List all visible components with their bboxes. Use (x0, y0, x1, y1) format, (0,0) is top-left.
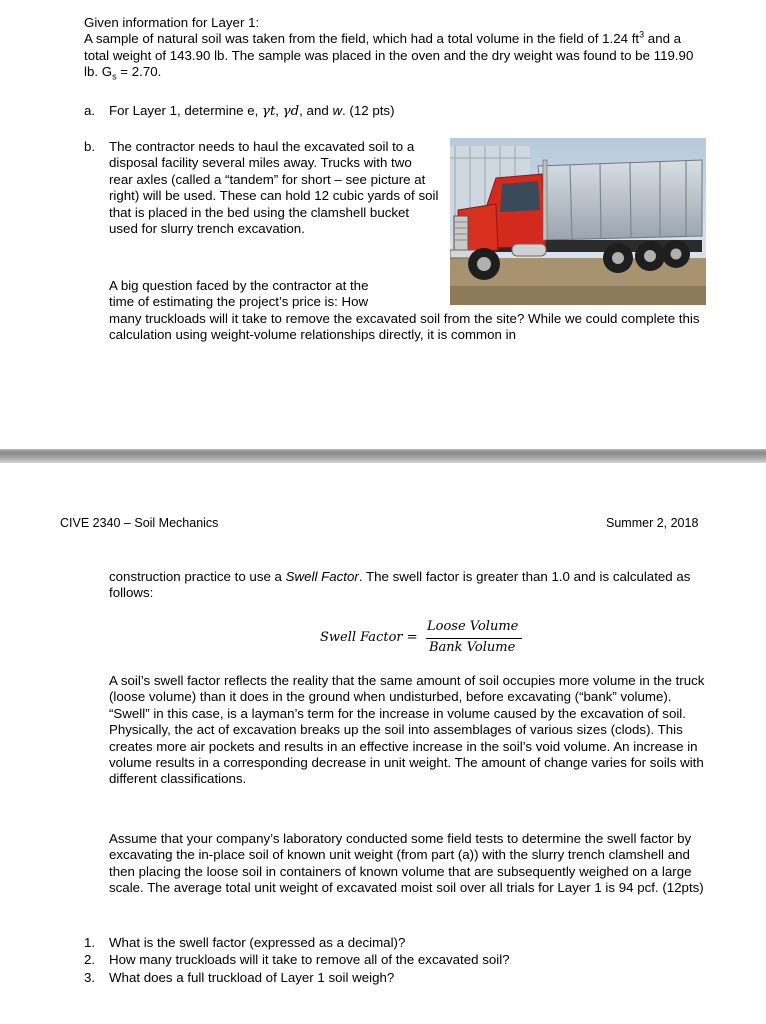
intro-body (84, 31, 704, 80)
formula-numerator: Loose Volume (427, 619, 519, 634)
formula-denominator: Bank Volume (429, 640, 516, 655)
lab-test-description (109, 831, 709, 897)
gs-subscript: s (112, 71, 117, 82)
swell-factor-term: Swell Factor (285, 569, 359, 584)
part-b-para2-line1: A big question faced by the contractor at the (109, 278, 369, 293)
question-text: How many truckloads will it take to remove all of the excavated soil? (109, 952, 510, 968)
water-content-symbol: w (332, 103, 343, 118)
fraction-bar (426, 638, 522, 639)
intro-body-part1: A sample of natural soil was taken from the field, which had a total volume in the field of 1.24 ft (84, 31, 640, 47)
exhaust-stack (543, 160, 547, 240)
dump-truck-icon (450, 138, 706, 305)
rear-hub-1 (612, 252, 624, 264)
intro-block (84, 15, 704, 81)
gamma-t: γt (262, 104, 276, 119)
swell-factor-intro-text (109, 569, 709, 602)
part-b-para1: The contractor needs to haul the excavated soil to a disposal facility several miles away. Trucks with two rear axles (called a “tandem” for short – see picture at right) will be used. These can hold 12 cubic yards of soil that is placed in the bed using the clamshell bucket used for slurry trench excavation. (109, 139, 439, 237)
part-b-text (109, 139, 439, 237)
para1-text-a: construction practice to use a (109, 569, 286, 584)
para1-text-b: . The swell factor is greater than 1.0 and is calculated as follows: (109, 569, 691, 601)
cab-window (500, 181, 540, 212)
part-b-para2-rest: many truckloads will it take to remove the excavated soil from the site? While we could complete this calculation using weight-volume relationships directly, it is common in (109, 310, 700, 343)
dump-bed (538, 160, 702, 240)
swell-factor-formula (320, 619, 540, 659)
header-course: CIVE 2340 – Soil Mechanics (60, 516, 219, 530)
list-item (84, 970, 704, 987)
front-hub (477, 257, 491, 271)
question-number: 3. (84, 969, 96, 985)
question-number: 1. (84, 935, 96, 950)
fuel-tank (512, 244, 546, 256)
question-number: 2. (84, 952, 96, 968)
list-item (84, 952, 704, 969)
gamma-d: γd (282, 104, 300, 119)
part-a-text-1: For Layer 1, determine e, (109, 103, 262, 118)
part-a-text (109, 103, 395, 120)
intro-body-part2: and a total weight of 143.90 lb. The sample was placed in the oven and the dry weight was found to be 119.90 lb. G (84, 31, 694, 80)
part-b-label: b. (84, 139, 96, 154)
lab-test-text: Assume that your company’s laboratory conducted some field tests to determine the swell factor by excavating the in-place soil of known unit weight (from part (a)) with the slurry trench clamshell and then placing the loose soil in containers of known volume that are subsequently weighed on a large scale. The average total unit weight of excavated moist soil over all trials for Layer 1 is 94 pcf. (12pts) (109, 831, 704, 896)
question-text: What does a full truckload of Layer 1 soil weigh? (109, 969, 395, 985)
truck-grille (454, 216, 468, 250)
swell-explanation (109, 673, 709, 788)
rear-hub-3 (671, 249, 682, 260)
cubic-exponent: 3 (639, 29, 645, 40)
rear-hub-2 (644, 250, 656, 262)
part-b-para2-line2: time of estimating the project’s price is: How (109, 294, 369, 310)
page-divider (0, 449, 766, 463)
part-a-label: a. (84, 103, 96, 118)
question-text: What is the swell factor (expressed as a decimal)? (109, 935, 406, 950)
intro-heading: Given information for Layer 1: (84, 15, 260, 30)
part-a-text-3: . (12 pts) (342, 103, 395, 118)
formula-lhs: Swell Factor = (320, 630, 418, 645)
header-term: Summer 2, 2018 (606, 516, 699, 530)
list-item (84, 935, 704, 952)
intro-body-part3: = 2.70. (116, 64, 162, 80)
ground-shadow (450, 286, 706, 305)
part-a-sep: , (275, 103, 283, 118)
swell-explanation-text: A soil’s swell factor reflects the reality that the same amount of soil occupies more volume in the truck (loose volume) than it does in the ground when undisturbed, before excavating (“bank” volume). “Swell” in this case, is a layman’s term for the increase in volume caused by the excavation of soil. Physically, the act of excavation breaks up the soil into assemblages of various sizes (clods). This creates more air pockets and results in an effective increase in the soil’s void volume. An increase in volume results in a corresponding decrease in unit weight. The amount of change varies for soils with different classifications. (109, 673, 705, 787)
swell-factor-intro (109, 569, 709, 602)
part-a-text-2: , and (299, 103, 333, 118)
question-list (84, 935, 704, 987)
